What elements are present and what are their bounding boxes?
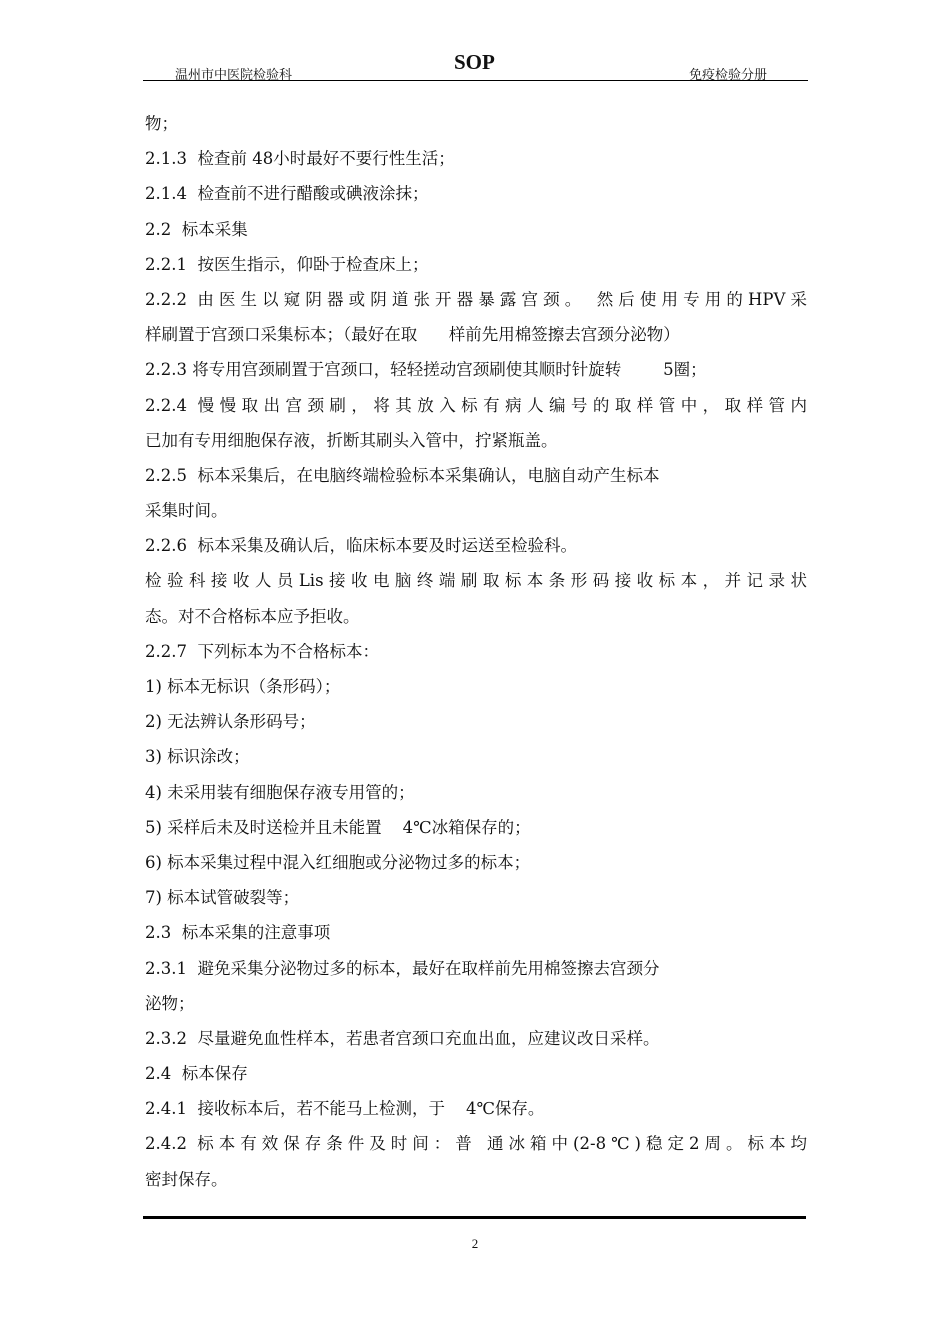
- list-item: 2) 无法辨认条形码号；: [145, 712, 316, 732]
- section-heading: 2.3 标本采集的注意事项: [145, 923, 331, 943]
- list-item: 1) 标本无标识（条形码）；: [145, 677, 341, 696]
- manual-volume-title: 免疫检验分册: [689, 68, 768, 83]
- footer-rule: [143, 1216, 806, 1219]
- body-line: 2.2.4 慢慢取出宫颈刷，将其放入标有病人编号的取样管中，取样管内: [145, 395, 807, 415]
- body-line: 2.2.7 下列标本为不合格标本：: [145, 641, 379, 661]
- body-line: 2.2.1 按医生指示，仰卧于检查床上；: [145, 254, 429, 274]
- body-line: 泌物；: [145, 993, 195, 1013]
- body-line: 2.4.1 接收标本后，若不能马上检测，于 4℃保存。: [145, 1099, 545, 1119]
- body-line: 2.3.2 尽量避免血性样本，若患者宫颈口充血出血，应建议改日采样。: [145, 1028, 660, 1048]
- body-line: 已加有专用细胞保存液，折断其刷头入管中，拧紧瓶盖。: [145, 430, 558, 450]
- document-body: [145, 106, 807, 1197]
- page-number: 2: [471, 1236, 479, 1251]
- hospital-department: 温州市中医院检验科: [175, 68, 293, 83]
- list-item: 6) 标本采集过程中混入红细胞或分泌物过多的标本；: [145, 852, 531, 872]
- body-line: 样刷置于宫颈口采集标本；（最好在取 样前先用棉签擦去宫颈分泌物）: [145, 325, 680, 345]
- section-heading: 2.2 标本采集: [145, 219, 248, 239]
- section-heading: 2.4 标本保存: [145, 1064, 248, 1084]
- list-item: 4) 未采用装有细胞保存液专用管的；: [145, 782, 415, 802]
- document-type-sop: SOP: [454, 50, 495, 74]
- body-line: 2.2.6 标本采集及确认后，临床标本要及时运送至检验科。: [145, 536, 577, 556]
- page-header: [143, 48, 808, 81]
- body-line: 2.2.2 由医生以窥阴器或阴道张开器暴露宫颈。 然后使用专用的HPV采: [145, 289, 807, 309]
- body-line: 采集时间。: [145, 501, 228, 521]
- body-line: 2.4.2 标本有效保存条件及时间：普 通冰箱中(2-8℃)稳定2周。标本均: [145, 1134, 807, 1154]
- body-line: 检验科接收人员Lis接收电脑终端刷取标本条形码接收标本，并记录状: [145, 571, 807, 591]
- body-line: 2.2.5 标本采集后，在电脑终端检验标本采集确认，电脑自动产生标本: [145, 465, 660, 485]
- body-line: 物；: [145, 114, 178, 133]
- body-line: 2.2.3 将专用宫颈刷置于宫颈口，轻轻搓动宫颈刷使其顺时针旋转 5圈；: [145, 360, 707, 380]
- list-item: 5) 采样后未及时送检并且未能置 4℃冰箱保存的；: [145, 817, 531, 837]
- list-item: 7) 标本试管破裂等；: [145, 888, 300, 908]
- body-line: 密封保存。: [145, 1169, 228, 1189]
- list-item: 3) 标识涂改；: [145, 747, 250, 767]
- body-line: 2.1.3 检查前 48小时最好不要行性生活；: [145, 149, 455, 169]
- body-line: 态。对不合格标本应予拒收。: [145, 606, 360, 626]
- body-line: 2.1.4 检查前不进行醋酸或碘液涂抹；: [145, 184, 429, 204]
- body-line: 2.3.1 避免采集分泌物过多的标本，最好在取样前先用棉签擦去宫颈分: [145, 958, 660, 978]
